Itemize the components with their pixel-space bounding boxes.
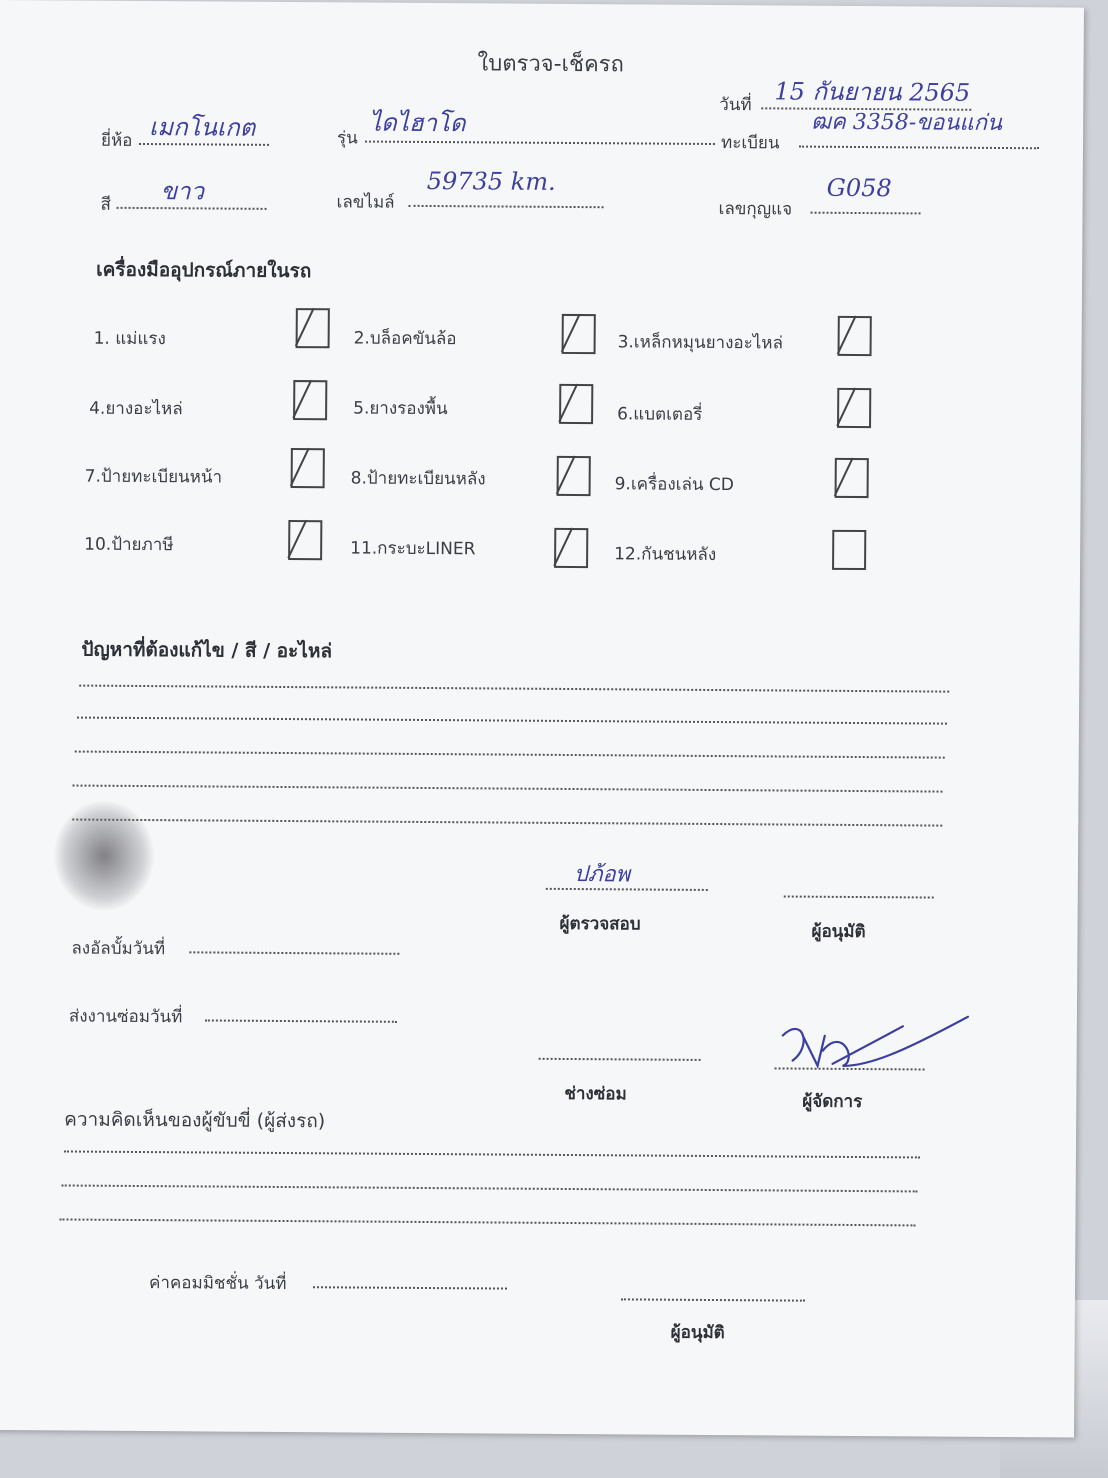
problems-line-4[interactable] <box>73 785 943 793</box>
inspector-signature: ปภ้อพ <box>573 862 631 888</box>
equip-checkbox-11[interactable] <box>554 528 588 568</box>
driver-comment-line-1[interactable] <box>64 1150 920 1158</box>
equip-label-7: 7.ป้ายทะเบียนหน้า <box>84 466 223 488</box>
problems-heading: ปัญหาที่ต้องแก้ไข / สี / อะไหล่ <box>81 638 333 663</box>
approver-label: ผู้อนุมัติ <box>811 921 866 943</box>
equip-label-10: 10.ป้ายภาษี <box>84 534 174 556</box>
commission-approver-line[interactable] <box>621 1298 805 1301</box>
equip-checkbox-4[interactable] <box>293 380 327 420</box>
model-label: รุ่น <box>336 128 358 149</box>
equip-checkbox-3[interactable] <box>838 316 872 356</box>
commission-date-line[interactable] <box>313 1286 507 1289</box>
plate-value: ฒค 3358-ขอนแก่น <box>811 109 1003 136</box>
plate-label: ทะเบียน <box>720 133 780 154</box>
mileage-line <box>409 205 604 208</box>
equip-checkbox-7[interactable] <box>291 448 325 488</box>
album-date-label: ลงอัลบั้มวันที่ <box>71 938 166 960</box>
manager-label: ผู้จัดการ <box>802 1091 863 1113</box>
problems-line-2[interactable] <box>77 717 947 725</box>
brand-value: เมกโนเกต <box>149 113 256 142</box>
mechanic-sign-line[interactable] <box>539 1058 701 1061</box>
brand-label: ยี่ห้อ <box>100 130 133 151</box>
mechanic-label: ช่างซ่อม <box>564 1083 627 1105</box>
equip-label-8: 8.ป้ายทะเบียนหลัง <box>350 468 486 490</box>
color-label: สี <box>100 194 112 215</box>
equip-label-4: 4.ยางอะไหล่ <box>89 398 183 420</box>
key-value: G058 <box>826 173 892 203</box>
equip-label-12: 12.กันชนหลัง <box>614 544 717 566</box>
color-value: ขาว <box>160 177 205 206</box>
commission-approver-label: ผู้อนุมัติ <box>670 1322 725 1344</box>
plate-line <box>799 146 1039 150</box>
problems-line-5[interactable] <box>72 819 942 827</box>
equip-label-1: 1. แม่แรง <box>93 328 166 350</box>
equip-checkbox-2[interactable] <box>562 314 596 354</box>
equip-label-11: 11.กระบะLINER <box>350 538 476 560</box>
driver-comment-label: ความคิดเห็นของผู้ขับขี่ (ผู้ส่งรถ) <box>64 1108 326 1133</box>
equip-label-3: 3.เหล็กหมุนยางอะไหล่ <box>617 332 784 354</box>
equip-checkbox-12[interactable] <box>832 530 866 570</box>
ink-stain <box>54 800 155 911</box>
equip-label-6: 6.แบตเตอรี่ <box>617 404 703 425</box>
date-label: วันที่ <box>719 95 752 116</box>
mileage-value: 59735 km. <box>426 166 556 196</box>
approver-sign-line[interactable] <box>784 895 934 898</box>
equip-checkbox-6[interactable] <box>837 388 871 428</box>
equip-label-5: 5.ยางรองพื้น <box>353 398 448 420</box>
driver-comment-line-2[interactable] <box>62 1184 918 1192</box>
problems-line-3[interactable] <box>75 751 945 759</box>
equip-label-2: 2.บล็อคขันล้อ <box>353 328 457 350</box>
problems-line-1[interactable] <box>79 685 949 693</box>
equip-checkbox-10[interactable] <box>288 520 322 560</box>
commission-label: ค่าคอมมิชชั่น วันที่ <box>148 1273 287 1295</box>
mileage-label: เลขไมล์ <box>336 192 395 213</box>
manager-signature <box>762 1005 983 1087</box>
repair-date-line[interactable] <box>205 1019 397 1022</box>
equip-label-9: 9.เครื่องเล่น CD <box>614 474 734 496</box>
key-label: เลขกุญแจ <box>718 199 793 220</box>
model-value: ไดไฮาโด <box>369 108 466 138</box>
equip-checkbox-9[interactable] <box>835 458 869 498</box>
driver-comment-line-3[interactable] <box>59 1218 915 1226</box>
equip-checkbox-8[interactable] <box>557 456 591 496</box>
date-value: 15 กันยายน 2565 <box>774 77 971 107</box>
inspector-label: ผู้ตรวจสอบ <box>559 913 641 935</box>
album-date-line[interactable] <box>189 951 399 954</box>
repair-date-label: ส่งงานซ่อมวันที่ <box>68 1006 183 1028</box>
equip-checkbox-5[interactable] <box>559 384 593 424</box>
key-line <box>811 212 921 215</box>
equipment-heading: เครื่องมืออุปกรณ์ภายในรถ <box>96 258 312 283</box>
equip-checkbox-1[interactable] <box>296 308 330 348</box>
form-title: ใบตรวจ-เช็ครถ <box>477 51 624 78</box>
